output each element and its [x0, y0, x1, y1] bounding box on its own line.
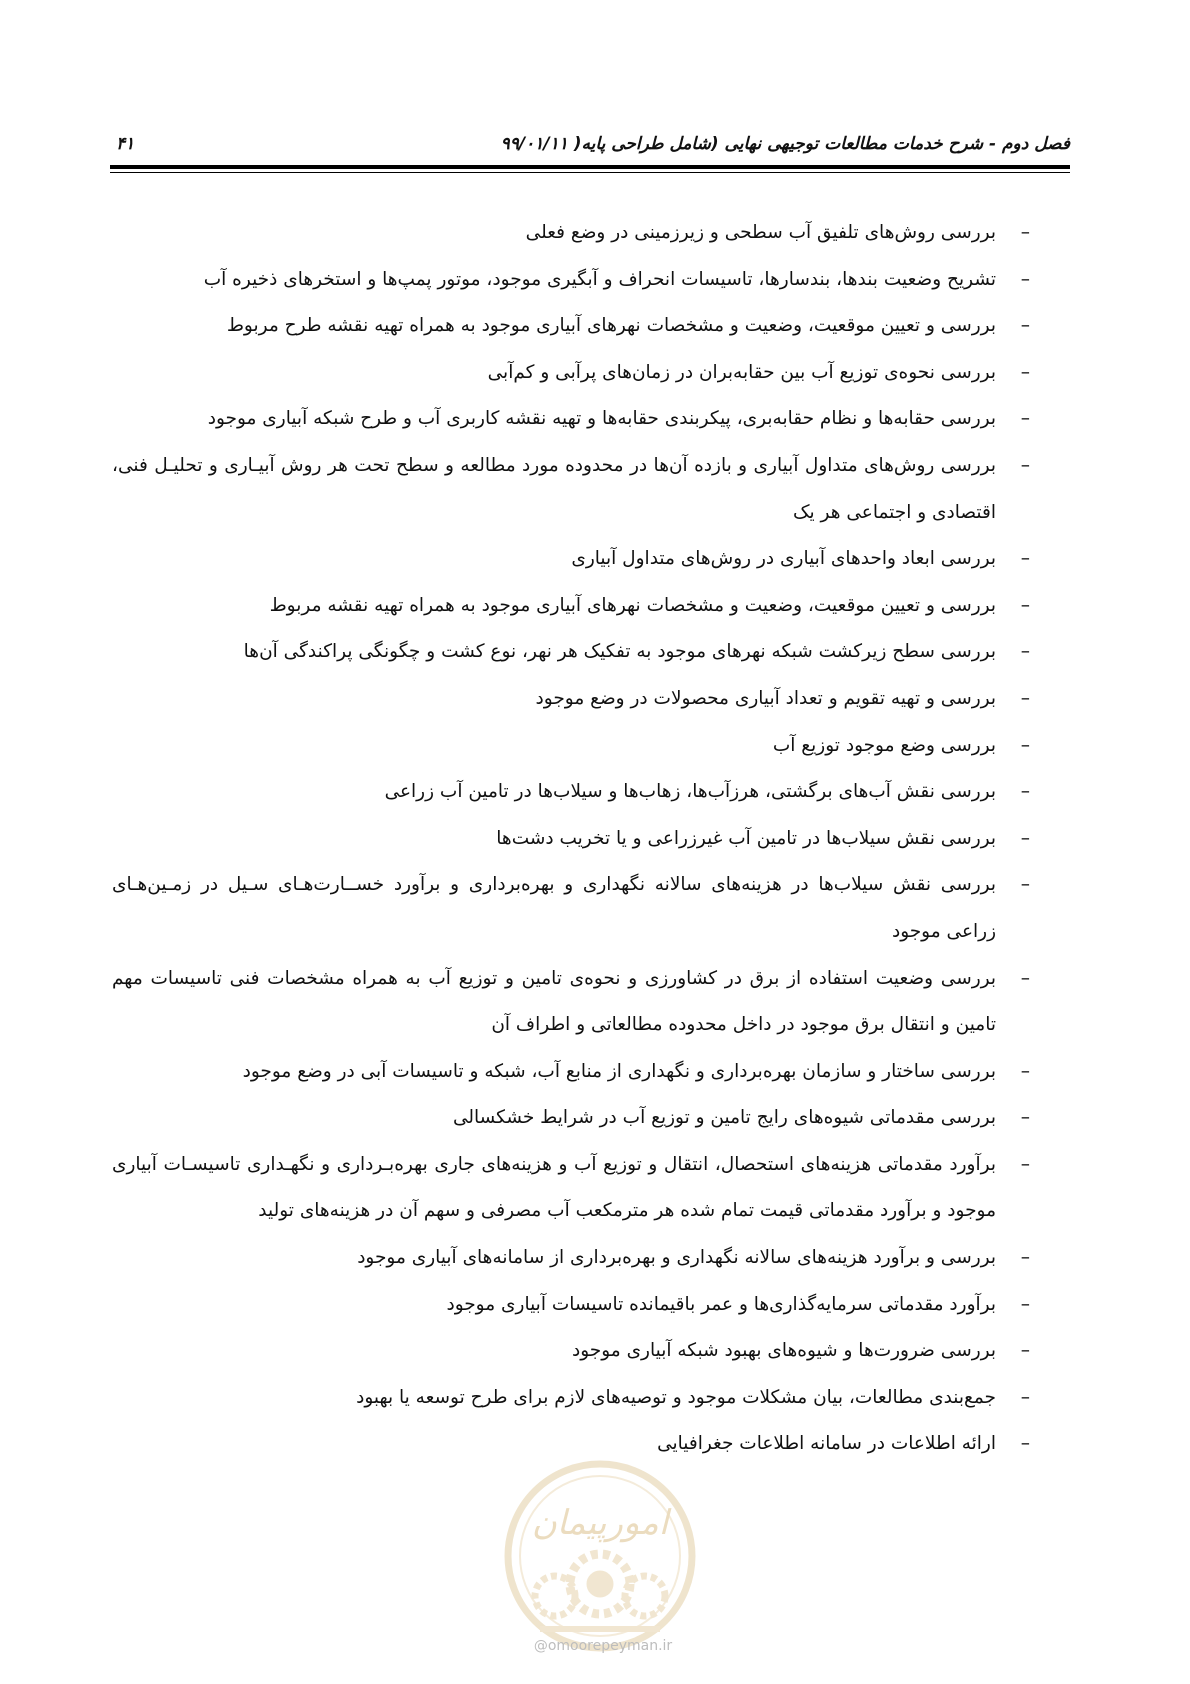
header-rule-thick [110, 165, 1070, 169]
dash-bullet: – [1020, 967, 1030, 989]
list-item-text: بررسی روش‌های تلفیق آب سطحی و زیرزمینی در وضع فعلی [525, 222, 996, 243]
dash-bullet: – [1020, 641, 1030, 663]
dash-bullet: – [1020, 454, 1030, 476]
list-item-text: بررسی حقابه‌ها و نظام حقابه‌بری، پیکربندی حقابه‌ها و تهیه نقشه کاربری آب و طرح شبکه آبیاری موجود [207, 408, 996, 430]
list-item [112, 350, 1030, 397]
dash-bullet: – [1020, 1433, 1030, 1455]
list-item-text: بررسی و برآورد هزینه‌های سالانه نگهداری و بهره‌برداری از سامانه‌های آبیاری موجود [357, 1247, 996, 1269]
task-list [112, 210, 1030, 1468]
list-item [112, 956, 1030, 1049]
dash-bullet: – [1020, 827, 1030, 849]
page-header [110, 128, 1070, 166]
svg-text:امورپیمان: امورپیمان [531, 1503, 669, 1543]
list-item-text: ارائه اطلاعات در سامانه اطلاعات جغرافیایی [657, 1433, 996, 1455]
list-item-text: بررسی و تهیه تقویم و تعداد آبیاری محصولات در وضع موجود [535, 687, 996, 709]
list-item-text: بررسی و تعیین موقعیت، وضعیت و مشخصات نهرهای آبیاری موجود به همراه تهیه نقشه مربوط [269, 594, 996, 616]
list-item-text: برآورد مقدماتی سرمایه‌گذاری‌ها و عمر باقیمانده تاسیسات آبیاری موجود [446, 1293, 996, 1315]
dash-bullet: – [1020, 687, 1030, 709]
dash-bullet: – [1020, 1107, 1030, 1129]
dash-bullet: – [1020, 781, 1030, 803]
list-item-text: بررسی وضع موجود توزیع آب [772, 734, 996, 756]
page-number: ۴۱ [116, 134, 135, 154]
dash-bullet: – [1020, 1247, 1030, 1269]
dash-bullet: – [1020, 268, 1030, 290]
list-item [112, 723, 1030, 770]
list-item-text: تشریح وضعیت بندها، بندسارها، تاسیسات انحراف و آبگیری موجود، موتور پمپ‌ها و استخرهای ذخیره آب [203, 268, 996, 290]
chapter-title: فصل دوم - شرح خدمات مطالعات توجیهی نهایی (شامل طراحی پایه( ۹۹/۰۱/۱۱ [500, 134, 1070, 154]
dash-bullet: – [1020, 874, 1030, 896]
list-item [112, 536, 1030, 583]
list-item [112, 629, 1030, 676]
list-item [112, 1142, 1030, 1235]
list-item [112, 583, 1030, 630]
list-item-text: جمع‌بندی مطالعات، بیان مشکلات موجود و توصیه‌های لازم برای طرح توسعه یا بهبود [356, 1386, 996, 1408]
list-item [112, 396, 1030, 443]
dash-bullet: – [1020, 1153, 1030, 1175]
list-item-text: بررسی مقدماتی شیوه‌های رایج تامین و توزیع آب در شرایط خشکسالی [452, 1107, 996, 1129]
list-item-text: بررسی نقش آب‌های برگشتی، هرزآب‌ها، زهاب‌ها و سیلاب‌ها در تامین آب زراعی [384, 781, 996, 803]
list-item [112, 769, 1030, 816]
dash-bullet: – [1020, 408, 1030, 430]
list-item-text: بررسی نحوه‌ی توزیع آب بین حقابه‌بران در زمان‌های پرآبی و کم‌آبی [487, 361, 996, 383]
list-item [112, 1282, 1030, 1329]
list-item [112, 1049, 1030, 1096]
list-item-text: بررسی سطح زیرکشت شبکه نهرهای موجود به تفکیک هر نهر، نوع کشت و چگونگی پراکندگی آن‌ها [243, 641, 996, 663]
list-item [112, 816, 1030, 863]
list-item-text: بررسی روش‌های متداول آبیاری و بازده آن‌ها در محدوده مورد مطالعه و سطح تحت هر روش آبیـاری و تحلیـل فنی، اقتصادی و اجتماعی هر یک [112, 454, 996, 523]
list-item [112, 257, 1030, 304]
list-item-text: بررسی وضعیت استفاده از برق در کشاورزی و نحوه‌ی تامین و توزیع آب به همراه مشخصات فنی تاسیسات مهم تامین و انتقال برق موجود در داخل محدوده مطالعاتی و اطراف آن [112, 967, 996, 1036]
dash-bullet: – [1020, 361, 1030, 383]
list-item-text: بررسی ساختار و سازمان بهره‌برداری و نگهداری از منابع آب، شبکه و تاسیسات آبی در وضع موجود [242, 1060, 996, 1082]
header-rule-thin [110, 172, 1070, 173]
dash-bullet: – [1020, 734, 1030, 756]
dash-bullet: – [1020, 1340, 1030, 1362]
list-item [112, 676, 1030, 723]
dash-bullet: – [1020, 1060, 1030, 1082]
list-item [112, 1328, 1030, 1375]
list-item [112, 210, 1030, 257]
list-item [112, 1235, 1030, 1282]
list-item-text: بررسی ضرورت‌ها و شیوه‌های بهبود شبکه آبیاری موجود [571, 1340, 996, 1362]
dash-bullet: – [1020, 548, 1030, 570]
list-item-text: بررسی نقش سیلاب‌ها در تامین آب غیرزراعی و یا تخریب دشت‌ها [496, 827, 996, 849]
dash-bullet: – [1020, 222, 1030, 243]
list-item [112, 862, 1030, 955]
list-item [112, 443, 1030, 536]
dash-bullet: – [1020, 315, 1030, 337]
watermark-url: @omoorepeyman.ir [533, 1638, 673, 1654]
list-item-text: بررسی نقش سیلاب‌ها در هزینه‌های سالانه نگهداری و بهره‌برداری و برآورد خســارت‌هـای سـیل در زمـین‌هـای زراعی موجود [112, 874, 996, 942]
list-item [112, 1375, 1030, 1422]
dash-bullet: – [1020, 594, 1030, 616]
list-item-text: بررسی ابعاد واحدهای آبیاری در روش‌های متداول آبیاری [571, 548, 996, 570]
list-item [112, 303, 1030, 350]
list-item-text: برآورد مقدماتی هزینه‌های استحصال، انتقال و توزیع آب و هزینه‌های جاری بهره‌بـرداری و نگهـداری تاسیسـات آبیاری موجود و برآورد مقدماتی قیمت تمام شده هر مترمکعب آب مصرفی و سهم آن در هزینه‌های تولید [112, 1153, 996, 1222]
list-item [112, 1095, 1030, 1142]
list-item-text: بررسی و تعیین موقعیت، وضعیت و مشخصات نهرهای آبیاری موجود به همراه تهیه نقشه طرح مربوط [226, 315, 996, 337]
watermark-logo [500, 1456, 700, 1656]
dash-bullet: – [1020, 1293, 1030, 1315]
dash-bullet: – [1020, 1386, 1030, 1408]
